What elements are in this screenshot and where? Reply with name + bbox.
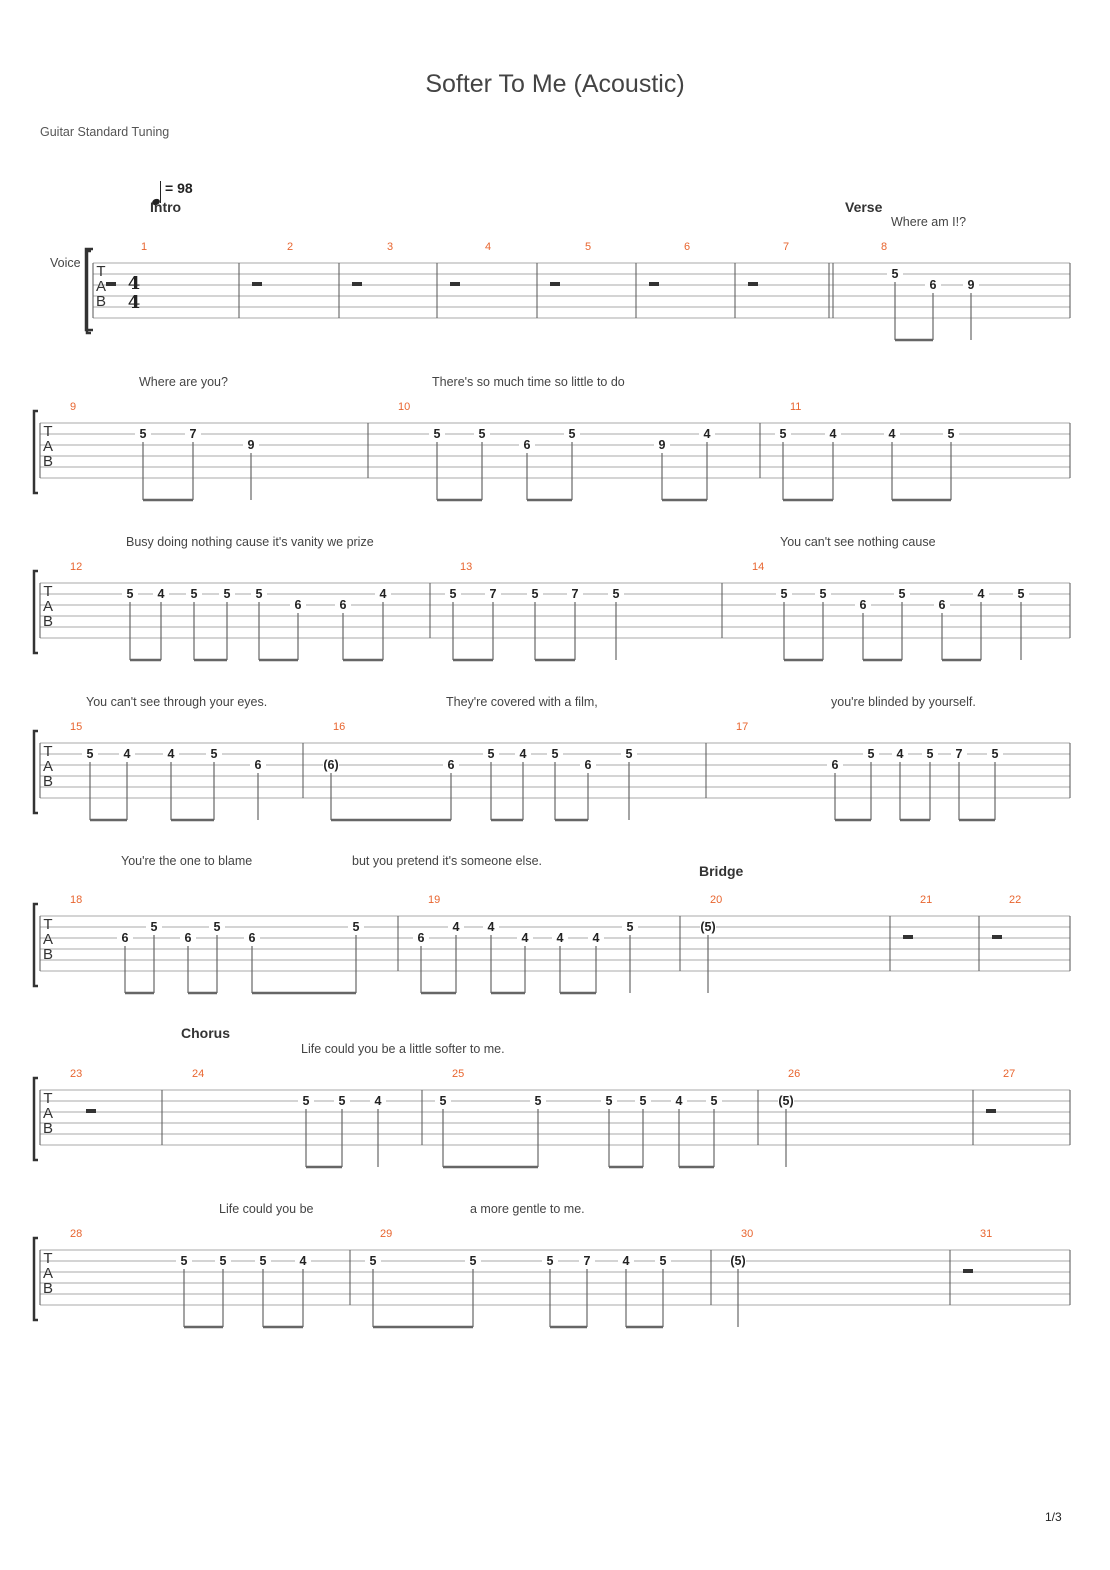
tab-clef-letter: T	[43, 1090, 53, 1107]
instrument-name: Voice	[50, 256, 81, 270]
fret-number: 5	[223, 587, 231, 601]
fret-number: 5	[255, 587, 263, 601]
time-signature-denominator: 4	[127, 292, 141, 313]
fret-number: 4	[888, 427, 896, 441]
system-bracket	[34, 1238, 38, 1320]
fret-number: 5	[150, 920, 158, 934]
fret-number: 7	[571, 587, 579, 601]
tab-clef-letter: T	[43, 423, 53, 440]
tab-clef-letter: B	[42, 773, 54, 790]
tempo-marking: = 98	[165, 180, 193, 196]
time-signature-numerator: 4	[127, 273, 141, 294]
section-label-verse: Verse	[845, 199, 883, 215]
fret-number: 7	[583, 1254, 591, 1268]
fret-number: 4	[703, 427, 711, 441]
lyric-line: Where are you?	[139, 375, 228, 389]
measure-number: 10	[398, 401, 411, 413]
fret-number: 4	[167, 747, 175, 761]
lyric-line: a more gentle to me.	[470, 1202, 585, 1216]
fret-number: 6	[121, 931, 129, 945]
tab-clef-letter: B	[42, 613, 54, 630]
fret-number: 5	[369, 1254, 377, 1268]
lyric-line: Busy doing nothing cause it's vanity we prize	[126, 535, 374, 549]
fret-number: 7	[189, 427, 197, 441]
measure-rest	[992, 935, 1002, 939]
measure-number: 9	[70, 401, 77, 413]
tab-clef-letter: A	[42, 1265, 54, 1282]
lyric-line: They're covered with a film,	[446, 695, 598, 709]
fret-number: 5	[180, 1254, 188, 1268]
fret-number: 5	[259, 1254, 267, 1268]
measure-number: 18	[70, 894, 83, 906]
fret-number: 5	[612, 587, 620, 601]
fret-number: 6	[254, 758, 262, 772]
tab-clef-letter: A	[42, 758, 54, 775]
measure-number: 25	[452, 1068, 465, 1080]
system-bracket	[87, 251, 91, 333]
lyric-line: There's so much time so little to do	[432, 375, 625, 389]
tab-clef-letter: B	[95, 293, 107, 310]
fret-number: 5	[1017, 587, 1025, 601]
measure-number: 27	[1003, 1068, 1016, 1080]
fret-number: 6	[339, 598, 347, 612]
fret-number: 6	[584, 758, 592, 772]
fret-number: 4	[675, 1094, 683, 1108]
measure-number: 5	[585, 241, 592, 253]
lyric-line: you're blinded by yourself.	[831, 695, 976, 709]
system-bracket	[34, 731, 38, 813]
section-label-chorus: Chorus	[181, 1025, 230, 1041]
fret-number: 5	[891, 267, 899, 281]
system-bracket	[34, 1078, 38, 1160]
measure-number: 4	[485, 241, 492, 253]
tab-clef-letter: A	[42, 931, 54, 948]
tab-clef-letter: B	[42, 946, 54, 963]
system-bracket	[86, 249, 93, 330]
measure-number: 28	[70, 1228, 83, 1240]
measure-rest	[963, 1269, 973, 1273]
fret-number: 5	[546, 1254, 554, 1268]
measure-number: 20	[710, 894, 723, 906]
fret-number: 5	[469, 1254, 477, 1268]
tab-clef-letter: A	[42, 598, 54, 615]
tab-clef-letter: A	[95, 278, 107, 295]
measure-rest	[450, 282, 460, 286]
tuning-label: Guitar Standard Tuning	[40, 125, 170, 139]
fret-number: 4	[622, 1254, 630, 1268]
fret-number: 6	[184, 931, 192, 945]
fret-number: 4	[123, 747, 131, 761]
lyric-line: You can't see nothing cause	[780, 535, 936, 549]
fret-number: 7	[955, 747, 963, 761]
fret-number: (5)	[778, 1094, 794, 1108]
fret-number: 6	[248, 931, 256, 945]
fret-number: 5	[625, 747, 633, 761]
fret-number: 6	[523, 438, 531, 452]
measure-number: 14	[752, 561, 765, 573]
tab-clef-letter: T	[43, 583, 53, 600]
fret-number: 4	[977, 587, 985, 601]
fret-number: 4	[592, 931, 600, 945]
fret-number: 5	[449, 587, 457, 601]
fret-number: 5	[819, 587, 827, 601]
measure-number: 7	[783, 241, 790, 253]
measure-number: 30	[741, 1228, 754, 1240]
measure-rest	[550, 282, 560, 286]
fret-number: 6	[831, 758, 839, 772]
fret-number: 5	[605, 1094, 613, 1108]
fret-number: 5	[551, 747, 559, 761]
measure-number: 1	[141, 241, 148, 253]
measure-number: 21	[920, 894, 933, 906]
fret-number: 4	[829, 427, 837, 441]
fret-number: (6)	[323, 758, 339, 772]
measure-number: 12	[70, 561, 83, 573]
fret-number: 5	[139, 427, 147, 441]
section-label-bridge: Bridge	[699, 863, 744, 879]
measure-rest	[649, 282, 659, 286]
measure-rest	[903, 935, 913, 939]
measure-rest	[352, 282, 362, 286]
tab-clef-letter: B	[42, 1120, 54, 1137]
fret-number: 4	[452, 920, 460, 934]
lyric-line: You're the one to blame	[121, 854, 253, 868]
measure-number: 3	[387, 241, 394, 253]
fret-number: 5	[659, 1254, 667, 1268]
measure-number: 23	[70, 1068, 83, 1080]
fret-number: 4	[896, 747, 904, 761]
lyric-line: Where am I!?	[891, 215, 967, 229]
fret-number: 5	[568, 427, 576, 441]
tab-clef-letter: T	[96, 263, 106, 280]
fret-number: 5	[639, 1094, 647, 1108]
fret-number: 5	[487, 747, 495, 761]
tab-clef-letter: B	[42, 1280, 54, 1297]
tab-clef-letter: A	[42, 1105, 54, 1122]
measure-rest	[106, 282, 116, 286]
measure-number: 16	[333, 721, 346, 733]
fret-number: (5)	[730, 1254, 746, 1268]
measure-number: 19	[428, 894, 441, 906]
tab-clef-letter: B	[42, 453, 54, 470]
page-number: 1/3	[1045, 1510, 1062, 1524]
fret-number: 5	[126, 587, 134, 601]
fret-number: 5	[338, 1094, 346, 1108]
fret-number: 5	[531, 587, 539, 601]
fret-number: 5	[626, 920, 634, 934]
fret-number: 5	[213, 920, 221, 934]
measure-number: 11	[790, 401, 802, 413]
fret-number: 5	[478, 427, 486, 441]
measure-rest	[986, 1109, 996, 1113]
system-bracket	[34, 571, 38, 653]
fret-number: 5	[898, 587, 906, 601]
fret-number: 5	[710, 1094, 718, 1108]
fret-number: 6	[929, 278, 937, 292]
section-label-intro: Intro	[150, 199, 182, 215]
fret-number: 5	[534, 1094, 542, 1108]
fret-number: 4	[521, 931, 529, 945]
fret-number: 5	[302, 1094, 310, 1108]
lyric-line: You can't see through your eyes.	[86, 695, 268, 709]
measure-number: 31	[980, 1228, 993, 1240]
fret-number: 9	[967, 278, 975, 292]
fret-number: 6	[294, 598, 302, 612]
measure-number: 29	[380, 1228, 393, 1240]
fret-number: 4	[379, 587, 387, 601]
system-bracket	[34, 904, 38, 986]
fret-number: 4	[487, 920, 495, 934]
fret-number: (5)	[700, 920, 716, 934]
measure-number: 26	[788, 1068, 801, 1080]
fret-number: 5	[947, 427, 955, 441]
fret-number: 9	[247, 438, 255, 452]
fret-number: 5	[433, 427, 441, 441]
fret-number: 5	[210, 747, 218, 761]
fret-number: 5	[991, 747, 999, 761]
fret-number: 5	[780, 587, 788, 601]
measure-number: 2	[287, 241, 294, 253]
fret-number: 5	[190, 587, 198, 601]
fret-number: 5	[439, 1094, 447, 1108]
measure-number: 24	[192, 1068, 205, 1080]
fret-number: 4	[556, 931, 564, 945]
fret-number: 6	[447, 758, 455, 772]
fret-number: 5	[219, 1254, 227, 1268]
measure-rest	[748, 282, 758, 286]
fret-number: 5	[926, 747, 934, 761]
fret-number: 7	[489, 587, 497, 601]
fret-number: 4	[299, 1254, 307, 1268]
fret-number: 4	[157, 587, 165, 601]
measure-number: 6	[684, 241, 691, 253]
fret-number: 6	[859, 598, 867, 612]
lyric-line: but you pretend it's someone else.	[352, 854, 543, 868]
fret-number: 6	[417, 931, 425, 945]
fret-number: 5	[352, 920, 360, 934]
song-title: Softer To Me (Acoustic)	[425, 70, 685, 98]
fret-number: 5	[779, 427, 787, 441]
tab-clef-letter: A	[42, 438, 54, 455]
fret-number: 6	[938, 598, 946, 612]
tab-clef-letter: T	[43, 743, 53, 760]
measure-number: 8	[881, 241, 888, 253]
lyric-line: Life could you be	[219, 1202, 314, 1216]
tab-clef-letter: T	[43, 916, 53, 933]
fret-number: 4	[374, 1094, 382, 1108]
measure-rest	[252, 282, 262, 286]
lyric-line: Life could you be a little softer to me.	[301, 1042, 505, 1056]
system-bracket	[34, 411, 38, 493]
fret-number: 4	[519, 747, 527, 761]
measure-number: 22	[1009, 894, 1022, 906]
fret-number: 5	[86, 747, 94, 761]
fret-number: 5	[867, 747, 875, 761]
tab-clef-letter: T	[43, 1250, 53, 1267]
fret-number: 9	[658, 438, 666, 452]
measure-rest	[86, 1109, 96, 1113]
measure-number: 17	[736, 721, 749, 733]
measure-number: 15	[70, 721, 83, 733]
measure-number: 13	[460, 561, 473, 573]
